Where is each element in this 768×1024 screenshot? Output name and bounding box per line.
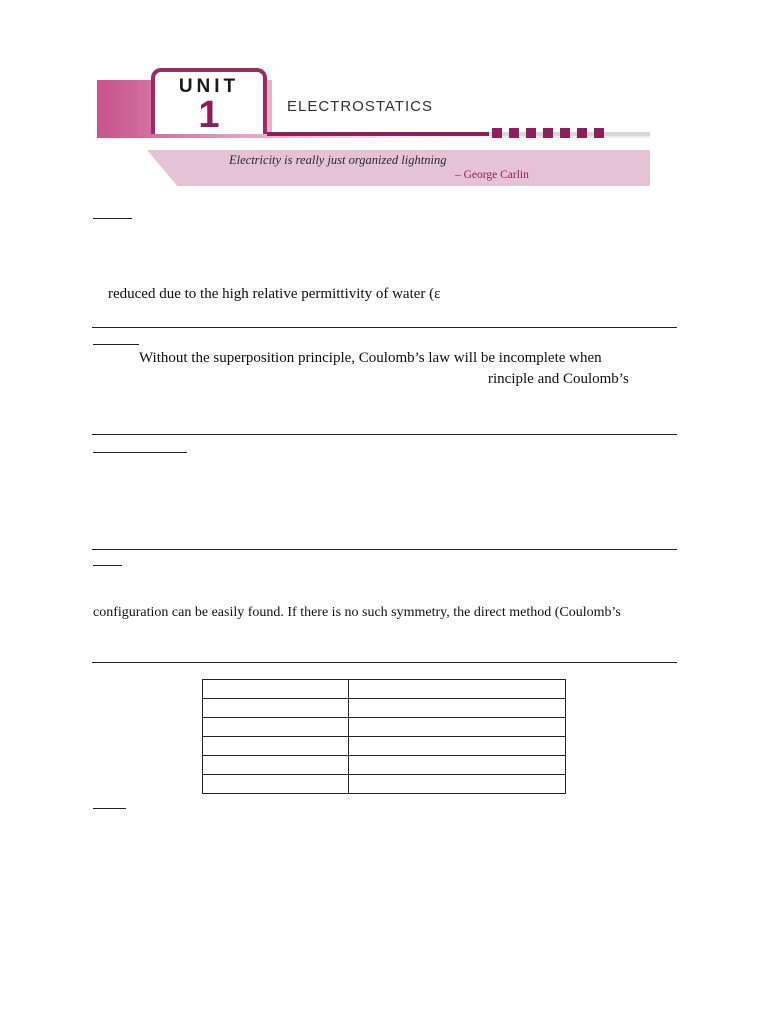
unit-tab bbox=[151, 68, 267, 134]
table-row bbox=[203, 737, 566, 756]
unit-header-banner bbox=[97, 58, 650, 188]
quote-author: – George Carlin bbox=[455, 169, 529, 181]
section-divider bbox=[92, 434, 677, 435]
square-mark bbox=[509, 128, 519, 138]
table-row bbox=[203, 718, 566, 737]
heading-underline bbox=[93, 565, 122, 566]
square-mark bbox=[492, 128, 502, 138]
square-mark bbox=[543, 128, 553, 138]
table-cell bbox=[349, 756, 566, 775]
square-mark bbox=[594, 128, 604, 138]
table-cell bbox=[349, 718, 566, 737]
square-mark bbox=[577, 128, 587, 138]
table-cell bbox=[203, 756, 349, 775]
table-row bbox=[203, 756, 566, 775]
table-row bbox=[203, 775, 566, 794]
banner-squares bbox=[492, 128, 604, 138]
heading-underline bbox=[93, 808, 126, 809]
section-divider bbox=[92, 662, 677, 663]
table-cell bbox=[349, 775, 566, 794]
table-cell bbox=[203, 718, 349, 737]
table-cell bbox=[203, 737, 349, 756]
heading-underline bbox=[93, 218, 132, 219]
text-line: rinciple and Coulomb’s bbox=[488, 371, 629, 387]
text-line: Without the superposition principle, Coulomb’s law will be incomplete when bbox=[139, 350, 602, 366]
square-mark bbox=[560, 128, 570, 138]
text-line: reduced due to the high relative permittivity of water (ε bbox=[108, 286, 441, 302]
section-divider bbox=[92, 549, 677, 550]
heading-underline bbox=[93, 452, 187, 453]
text-line: configuration can be easily found. If there is no such symmetry, the direct method (Coulomb’s bbox=[93, 605, 621, 620]
table-row bbox=[203, 699, 566, 718]
table-cell bbox=[203, 680, 349, 699]
unit-label: UNIT bbox=[178, 76, 240, 97]
unit-title: ELECTROSTATICS bbox=[287, 98, 433, 115]
table-row bbox=[203, 680, 566, 699]
table-cell bbox=[203, 699, 349, 718]
table-cell bbox=[349, 737, 566, 756]
section-divider bbox=[92, 327, 677, 328]
banner-white-panel bbox=[272, 58, 650, 132]
unit-number: 1 bbox=[198, 94, 220, 136]
square-mark bbox=[526, 128, 536, 138]
table-cell bbox=[349, 680, 566, 699]
heading-underline bbox=[93, 344, 139, 345]
data-table bbox=[202, 679, 566, 794]
table-cell bbox=[349, 699, 566, 718]
table-cell bbox=[203, 775, 349, 794]
quote-text: Electricity is really just organized lightning bbox=[229, 153, 447, 167]
